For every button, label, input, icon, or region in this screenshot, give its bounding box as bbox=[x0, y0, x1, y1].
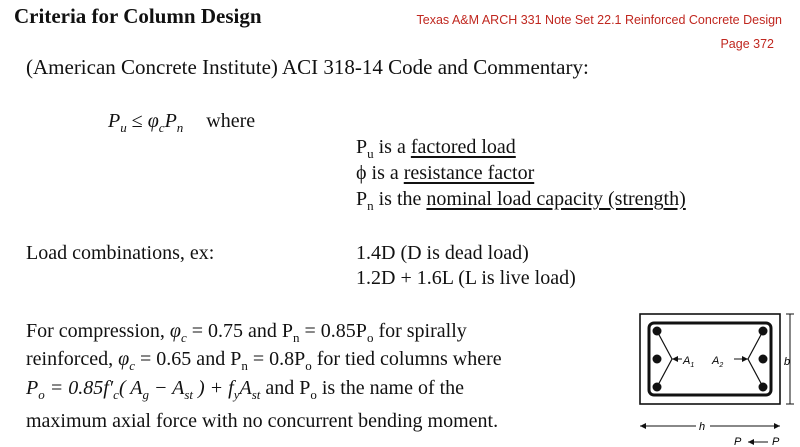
load-combination-item: 1.4D (D is dead load) bbox=[356, 242, 529, 264]
term-nominal-capacity: nominal load capacity (strength) bbox=[426, 188, 686, 210]
load-combinations-label: Load combinations, ex: bbox=[26, 242, 215, 264]
label-a2: $A_2$ bbox=[712, 355, 724, 369]
tied-column-section-diagram bbox=[630, 302, 800, 447]
eq-rhs: P bbox=[164, 110, 177, 132]
eq-where: where bbox=[206, 110, 256, 132]
axial-capacity-equation: $P_o = 0.85f'_c$( $A_g - A_{st}$ ) + $f_yA_{st}$ and $P_o$ is the name of the bbox=[26, 377, 465, 402]
eq-relation: ≤ bbox=[131, 110, 143, 132]
rebar bbox=[653, 355, 662, 364]
term-resistance-factor: resistance factor bbox=[403, 162, 535, 184]
label-p: P bbox=[772, 436, 780, 447]
definition-phi: ϕ is a resistance factor bbox=[356, 162, 535, 184]
compression-paragraph-line: maximum axial force with no concurrent bending moment. bbox=[26, 410, 499, 432]
course-note: Texas A&M ARCH 331 Note Set 22.1 Reinforced Concrete Design bbox=[416, 13, 782, 27]
compression-paragraph-line: For compression, $\varphi_c = 0.75$ and $P_n = 0.85P_o$ for spirally bbox=[26, 320, 467, 345]
eq-phi: φ bbox=[147, 110, 159, 132]
eq-lhs-sub: u bbox=[120, 120, 127, 135]
label-b: b bbox=[784, 356, 791, 368]
eq-rhs-sub: n bbox=[176, 120, 184, 135]
design-equation bbox=[108, 110, 255, 136]
term-factored-load: factored load bbox=[410, 136, 516, 158]
load-combination-item: 1.2D + 1.6L (L is live load) bbox=[356, 267, 576, 289]
label-a1: $A_1$ bbox=[683, 355, 695, 369]
eq-phi-sub: c bbox=[158, 120, 165, 135]
definition-pn: $P_n$ is the nominal load capacity (strength) bbox=[356, 188, 686, 213]
label-h: h bbox=[699, 421, 706, 433]
page-title: Criteria for Column Design bbox=[14, 4, 262, 28]
eq-lhs: P bbox=[108, 110, 121, 132]
tie-outline bbox=[649, 323, 771, 395]
compression-paragraph-line: reinforced, $\varphi_c = 0.65$ and $P_n = 0.8P_o$ for tied columns where bbox=[26, 348, 502, 373]
label-p: P bbox=[734, 436, 742, 447]
page-number: Page 372 bbox=[720, 37, 774, 51]
definition-pu: $P_u$ is a factored load bbox=[356, 136, 516, 161]
rebar bbox=[759, 355, 768, 364]
code-reference: (American Concrete Institute) ACI 318-14 Code and Commentary: bbox=[26, 55, 589, 79]
